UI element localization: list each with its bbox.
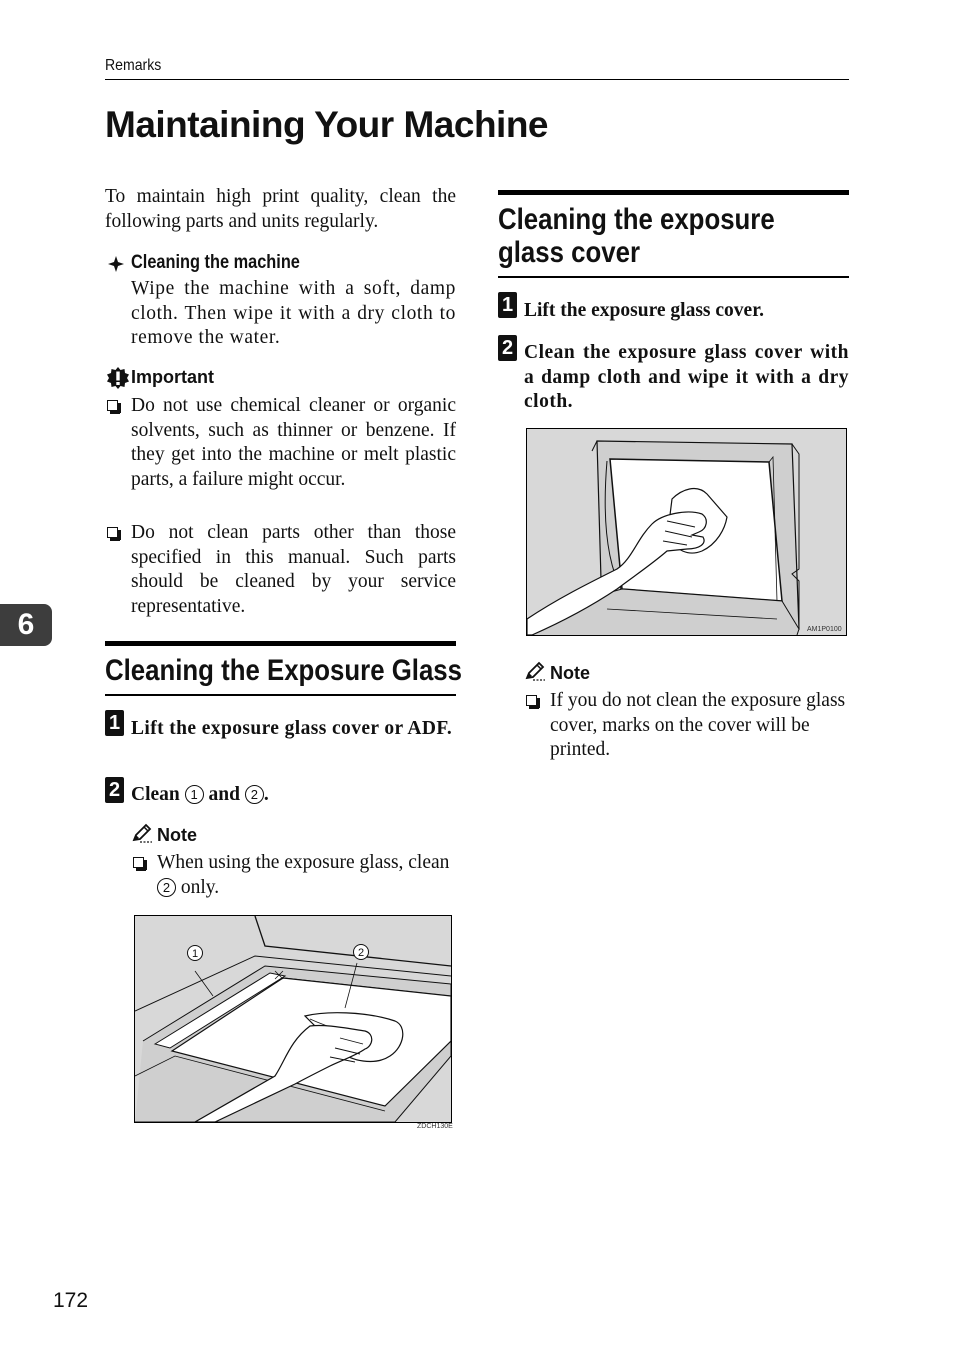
section-rule-bottom <box>105 694 456 696</box>
header-rule <box>105 79 849 80</box>
cleaning-machine-heading: Cleaning the machine <box>131 252 300 273</box>
cleaning-machine-text: Wipe the machine with a soft, damp cloth. Then wipe it with a dry cloth to remove the water. <box>131 278 456 348</box>
step-2-text <box>131 783 456 808</box>
figure-code: AM1P0100 <box>807 626 842 633</box>
circled-number-1: 1 <box>185 785 204 804</box>
page-number: 172 <box>53 1289 89 1312</box>
intro-paragraph: To maintain high print quality, clean the following parts and units regularly. <box>105 186 456 232</box>
checkbox-bullet-icon <box>526 695 537 706</box>
checkbox-bullet-icon <box>107 400 118 411</box>
section-rule-bottom <box>498 276 849 278</box>
step-1-text: Lift the exposure glass cover or ADF. <box>131 718 453 739</box>
step-number-1: 1 <box>498 292 517 318</box>
circled-number-2: 2 <box>245 785 264 804</box>
section-rule-top <box>105 641 456 646</box>
important-heading: Important <box>131 367 214 387</box>
pencil-note-icon <box>131 822 153 844</box>
step-number-1: 1 <box>105 710 124 736</box>
running-header: Remarks <box>105 57 162 74</box>
note-prefix: When using the exposure glass, clean <box>157 852 450 873</box>
note-text <box>157 851 456 900</box>
important-badge-icon <box>106 366 130 390</box>
important-item-2: Do not clean parts other than those specified in this manual. Such parts should be cleaned by your service representative. <box>131 522 456 617</box>
section-heading-exposure-glass: Cleaning the Exposure Glass <box>105 654 463 687</box>
chapter-tab: 6 <box>0 604 52 646</box>
figure-callout-1: 1 <box>191 948 199 960</box>
circled-number-2: 2 <box>157 878 176 897</box>
checkbox-bullet-icon <box>107 527 118 538</box>
important-item-1: Do not use chemical cleaner or organic solvents, such as thinner or benzene. If they get into the machine or melt plastic parts, a failure might occur. <box>131 395 456 490</box>
pencil-note-icon <box>524 660 546 682</box>
glass-cover-illustration <box>526 428 847 636</box>
note-heading: Note <box>157 825 197 845</box>
note-heading: Note <box>550 663 590 683</box>
note-suffix: only. <box>180 876 220 898</box>
step-number-2: 2 <box>498 335 517 361</box>
section-heading-glass-cover: Cleaning the exposure glass cover <box>498 203 775 269</box>
step-2-text: Clean the exposure glass cover with a damp cloth and wipe it with a dry cloth. <box>524 342 849 412</box>
section-rule-top <box>498 190 849 195</box>
figure-callout-2: 2 <box>357 947 365 959</box>
step-2-and: and <box>208 784 240 805</box>
page-title: Maintaining Your Machine <box>105 104 549 145</box>
step-2-prefix: Clean <box>131 784 180 805</box>
figure-code: ZDCH130E <box>417 1123 453 1130</box>
checkbox-bullet-icon <box>133 857 144 868</box>
step-number-2: 2 <box>105 777 124 803</box>
step-2-suffix: . <box>263 784 269 805</box>
diamond-bullet-icon <box>106 254 126 274</box>
exposure-glass-illustration <box>134 915 452 1123</box>
step-1-text: Lift the exposure glass cover. <box>524 300 764 321</box>
note-text: If you do not clean the exposure glass cover, marks on the cover will be printed. <box>550 690 846 760</box>
